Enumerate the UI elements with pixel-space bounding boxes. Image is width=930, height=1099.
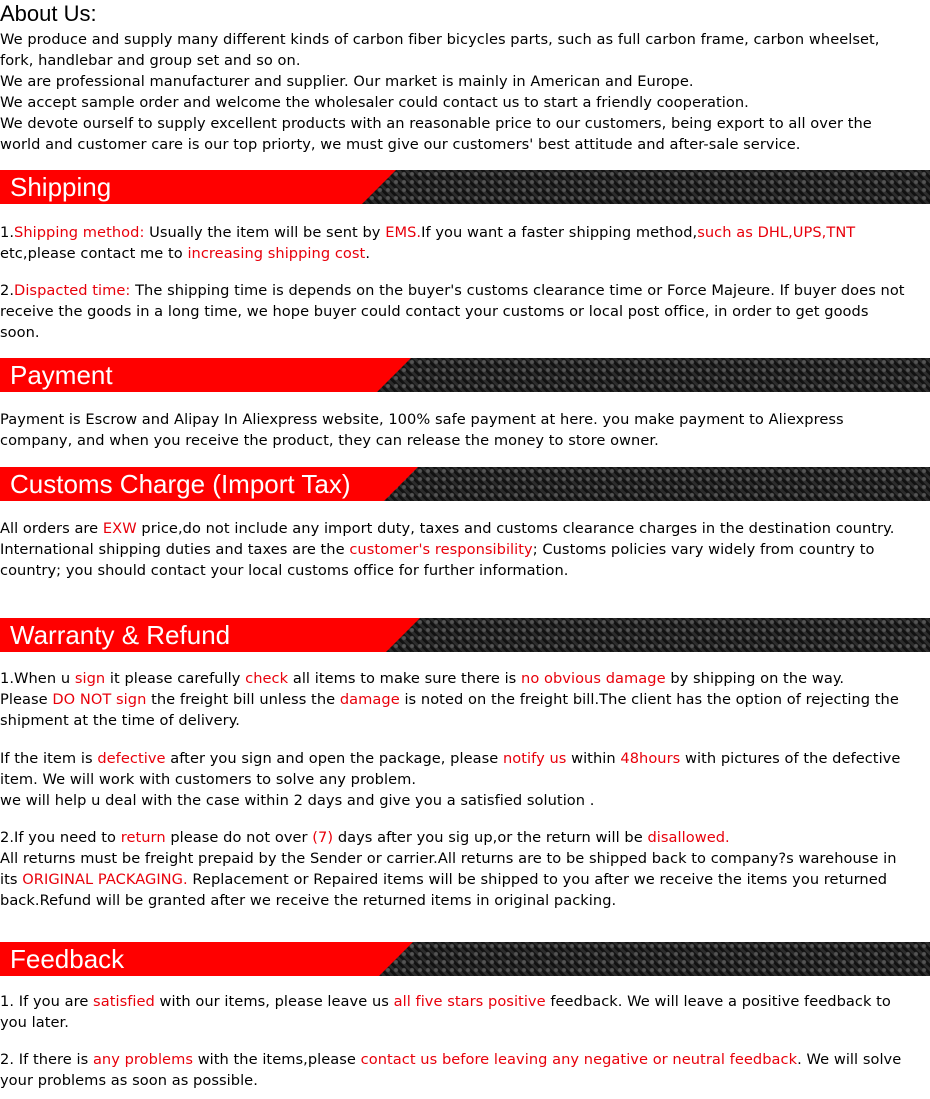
text: all items to make sure there is xyxy=(288,670,522,687)
text: price,do not include any import duty, taxes and customs clearance charges in the destination country. xyxy=(136,520,895,537)
text: 2.If you need to xyxy=(0,829,121,846)
text: back.Refund will be granted after we receive the returned items in original packing. xyxy=(0,892,617,909)
customs-heading: Customs Charge (Import Tax) xyxy=(10,469,351,499)
highlight: all five stars positive xyxy=(393,993,546,1010)
warranty-banner xyxy=(0,618,930,652)
text: Usually the item will be sent by xyxy=(144,224,386,241)
feedback-banner xyxy=(0,942,930,976)
highlight: increasing shipping cost xyxy=(187,245,366,262)
text: it please carefully xyxy=(105,670,246,687)
text: soon. xyxy=(0,324,40,341)
highlight: check xyxy=(245,670,289,687)
warranty-heading: Warranty & Refund xyxy=(10,620,231,650)
text: If the item is xyxy=(0,750,98,767)
text: days after you sig up,or the return will be xyxy=(333,829,648,846)
text: item. We will work with customers to solve any problem. xyxy=(0,771,417,788)
highlight: DO NOT sign xyxy=(52,691,147,708)
feedback-heading: Feedback xyxy=(10,944,125,974)
text: feedback. We will leave a positive feedback to xyxy=(545,993,891,1010)
shipping-banner xyxy=(0,170,930,204)
text: company, and when you receive the product, they can release the money to store owner. xyxy=(0,432,659,449)
about-line: world and customer care is our top priorty, we must give our customers' best attitude and after-sale service. xyxy=(0,136,801,153)
about-line: We accept sample order and welcome the wholesaler could contact us to start a friendly cooperation. xyxy=(0,94,749,111)
text: with our items, please leave us xyxy=(154,993,394,1010)
text: 1. If you are xyxy=(0,993,94,1010)
text: the freight bill unless the xyxy=(146,691,340,708)
highlight: Dispacted time: xyxy=(14,282,131,299)
text: Payment is Escrow and Alipay In Aliexpress website, 100% safe payment at here. you make payment to Aliexpress xyxy=(0,411,844,428)
warranty-return-paragraph xyxy=(0,827,930,911)
dispatch-time-paragraph xyxy=(0,280,930,343)
text: by shipping on the way. xyxy=(665,670,845,687)
highlight: disallowed. xyxy=(647,829,730,846)
highlight: ORIGINAL PACKAGING. xyxy=(22,871,188,888)
text: within xyxy=(566,750,621,767)
text: All returns must be freight prepaid by the Sender or carrier.All returns are to be shipped back to company?s warehouse in xyxy=(0,850,897,867)
warranty-defective-paragraph xyxy=(0,748,930,811)
text: 2. xyxy=(0,282,15,299)
text: If you want a faster shipping method, xyxy=(421,224,698,241)
text: 2. If there is xyxy=(0,1051,93,1068)
text: Replacement or Repaired items will be shipped to you after we receive the items you returned xyxy=(187,871,888,888)
about-line: We are professional manufacturer and supplier. Our market is mainly in American and Europe. xyxy=(0,73,694,90)
about-line: We devote ourself to supply excellent products with an reasonable price to our customers, being export to all over the xyxy=(0,115,872,132)
highlight: damage xyxy=(339,691,400,708)
text: etc,please contact me to xyxy=(0,245,188,262)
text: ; Customs policies vary widely from country to xyxy=(532,541,875,558)
text: after you sign and open the package, please xyxy=(165,750,503,767)
about-line: We produce and supply many different kinds of carbon fiber bicycles parts, such as full carbon frame, carbon wheelset, xyxy=(0,31,880,48)
highlight: any problems xyxy=(92,1051,193,1068)
text: we will help u deal with the case within 2 days and give you a satisfied solution . xyxy=(0,792,595,809)
text: . xyxy=(365,245,371,262)
text: The shipping time is depends on the buyer's customs clearance time or Force Majeure. If buyer does not xyxy=(130,282,905,299)
about-text xyxy=(0,29,930,155)
highlight: notify us xyxy=(502,750,567,767)
feedback-problems-paragraph xyxy=(0,1049,930,1091)
feedback-satisfied-paragraph xyxy=(0,991,930,1033)
highlight: (7) xyxy=(312,829,334,846)
payment-heading: Payment xyxy=(10,360,113,390)
highlight: Shipping method: xyxy=(14,224,145,241)
shipping-method-paragraph xyxy=(0,222,930,264)
text: with the items,please xyxy=(193,1051,361,1068)
highlight: satisfied xyxy=(93,993,155,1010)
text: . We will solve xyxy=(797,1051,902,1068)
highlight: return xyxy=(120,829,166,846)
highlight: customer's responsibility xyxy=(349,541,533,558)
payment-banner xyxy=(0,358,930,392)
highlight: sign xyxy=(74,670,106,687)
text: its xyxy=(0,871,23,888)
text: please do not over xyxy=(165,829,313,846)
shipping-heading: Shipping xyxy=(10,172,112,202)
highlight: contact us before leaving any negative or neutral feedback xyxy=(360,1051,798,1068)
about-line: fork, handlebar and group set and so on. xyxy=(0,52,301,69)
text: country; you should contact your local customs office for further information. xyxy=(0,562,569,579)
text: you later. xyxy=(0,1014,69,1031)
text: All orders are xyxy=(0,520,103,537)
text: 1.When u xyxy=(0,670,75,687)
highlight: such as DHL,UPS,TNT xyxy=(697,224,856,241)
text: shipment at the time of delivery. xyxy=(0,712,240,729)
customs-paragraph xyxy=(0,518,930,581)
text: is noted on the freight bill.The client has the option of rejecting the xyxy=(399,691,899,708)
text: your problems as soon as possible. xyxy=(0,1072,258,1089)
text: 1. xyxy=(0,224,15,241)
warranty-sign-paragraph xyxy=(0,668,930,731)
payment-paragraph xyxy=(0,409,930,451)
text: International shipping duties and taxes are the xyxy=(0,541,350,558)
highlight: EXW xyxy=(102,520,137,537)
highlight: no obvious damage xyxy=(521,670,666,687)
about-title: About Us: xyxy=(0,1,97,26)
highlight: EMS. xyxy=(385,224,422,241)
customs-banner xyxy=(0,467,930,501)
highlight: 48hours xyxy=(620,750,681,767)
text: with pictures of the defective xyxy=(680,750,901,767)
text: receive the goods in a long time, we hope buyer could contact your customs or local post office, in order to get goods xyxy=(0,303,869,320)
text: Please xyxy=(0,691,53,708)
highlight: defective xyxy=(97,750,166,767)
